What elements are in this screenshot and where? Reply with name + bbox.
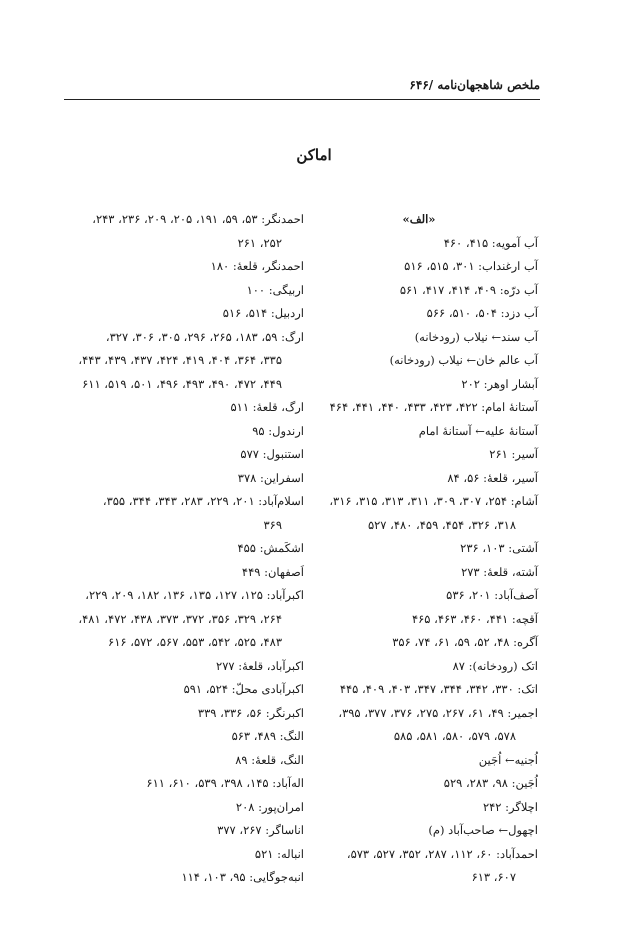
letter-heading: «الف» bbox=[402, 212, 436, 226]
index-entry: النگ، قلعهٔ: ۸۹ bbox=[235, 752, 304, 767]
index-entry: امران‌پور: ۲۰۸ bbox=[235, 799, 304, 814]
index-entry: اکبرآبادی محلّ: ۵۲۴، ۵۹۱ bbox=[183, 682, 304, 696]
index-entry: آب ارغنداب: ۳۰۱، ۵۱۵، ۵۱۶ bbox=[404, 259, 538, 273]
index-entry: آب آمویه: ۴۱۵، ۴۶۰ bbox=[443, 235, 538, 250]
index-entries-left bbox=[60, 208, 304, 890]
index-column-right bbox=[300, 208, 538, 890]
index-entry: آقچه: ۴۴۱، ۴۶۰، ۴۶۳، ۴۶۵ bbox=[411, 611, 538, 626]
index-entry: آب عالم خان← نیلاب (رودخانه) bbox=[389, 353, 538, 367]
index-entry: اله‌آباد: ۱۴۵، ۳۹۸، ۵۳۹، ۶۱۰، ۶۱۱ bbox=[146, 776, 304, 790]
index-entry: انبه‌جوگایی: ۹۵، ۱۰۳، ۱۱۴ bbox=[181, 870, 304, 884]
index-entry: آشتی: ۱۰۳، ۲۳۶ bbox=[460, 541, 538, 555]
index-entry-continuation: ۲۶۴، ۳۲۹، ۳۵۶، ۳۷۲، ۳۷۳، ۴۳۸، ۴۷۲، ۴۸۱، bbox=[78, 611, 282, 626]
index-entry: اسلام‌آباد: ۲۰۱، ۲۲۹، ۲۸۳، ۳۴۳، ۳۴۴، ۳۵۵، bbox=[102, 494, 304, 508]
index-entry: اجمیر: ۴۹، ۶۱، ۲۶۷، ۲۷۵، ۳۷۶، ۳۷۷، ۳۹۵، bbox=[338, 705, 538, 720]
index-entry: اکبرنگر: ۵۶، ۳۳۶، ۳۳۹ bbox=[197, 705, 304, 720]
index-entry-continuation: ۳۶۹ bbox=[263, 517, 282, 532]
index-entry: اُجَین: ۹۸، ۲۸۳، ۵۲۹ bbox=[443, 776, 538, 790]
index-entry: اربیگی: ۱۰۰ bbox=[246, 282, 304, 297]
index-entry: آب دزد: ۵۰۴، ۵۱۰، ۵۶۶ bbox=[426, 306, 538, 320]
index-entry: اتک: ۳۳۰، ۳۴۲، ۳۴۴، ۳۴۷، ۴۰۳، ۴۰۹، ۴۴۵ bbox=[339, 682, 538, 696]
index-entry: آبشار اوهر: ۲۰۲ bbox=[461, 376, 538, 391]
index-entry: اناساگر: ۲۶۷، ۳۷۷ bbox=[217, 823, 304, 837]
index-entry: ارگ، قلعهٔ: ۵۱۱ bbox=[230, 400, 304, 414]
index-entry-continuation: ۵۷۸، ۵۷۹، ۵۸۰، ۵۸۱، ۵۸۵ bbox=[393, 729, 516, 743]
index-entry-continuation: ۳۱۸، ۳۲۶، ۴۵۴، ۴۵۹، ۴۸۰، ۵۲۷ bbox=[367, 517, 516, 532]
index-entry: آستانهٔ علیه← آستانهٔ امام bbox=[418, 423, 538, 438]
index-entry-continuation: ۴۴۹، ۴۷۲، ۴۹۰، ۴۹۳، ۴۹۶، ۵۰۱، ۵۱۹، ۶۱۱ bbox=[82, 376, 282, 391]
index-entry: ارندول: ۹۵ bbox=[252, 423, 304, 438]
index-entry: آب سند← نیلاب (رودخانه) bbox=[414, 329, 538, 344]
index-entry: آستانهٔ امام: ۴۲۲، ۴۲۳، ۴۳۳، ۴۴۰، ۴۴۱، ۴۶۴ bbox=[329, 400, 538, 414]
header-rule bbox=[64, 99, 540, 100]
index-entry: اَصفهان: ۴۴۹ bbox=[241, 564, 304, 579]
index-entry: استنبول: ۵۷۷ bbox=[240, 447, 304, 461]
index-entry-continuation: ۳۳۵، ۳۶۴، ۴۰۴، ۴۱۹، ۴۲۴، ۴۳۷، ۴۳۹، ۴۴۳، bbox=[78, 353, 282, 367]
index-entry: انباله: ۵۲۱ bbox=[254, 846, 304, 861]
running-head: ملخص شاهجهان‌نامه /۶۴۶ bbox=[409, 78, 540, 92]
index-entry: آب درّه: ۴۰۹، ۴۱۴، ۴۱۷، ۵۶۱ bbox=[399, 282, 538, 297]
index-entry: احمدنگر، قلعهٔ: ۱۸۰ bbox=[210, 259, 304, 273]
index-entry: اردبیل: ۵۱۴، ۵۱۶ bbox=[222, 306, 304, 320]
index-entry-continuation: ۲۵۲، ۲۶۱ bbox=[237, 235, 282, 250]
index-entry: اسفراین: ۳۷۸ bbox=[237, 470, 304, 485]
index-entry: آصف‌آباد: ۲۰۱، ۵۳۶ bbox=[446, 588, 538, 602]
index-entry: آشام: ۲۵۴، ۳۰۷، ۳۰۹، ۳۱۱، ۳۱۳، ۳۱۵، ۳۱۶، bbox=[329, 494, 538, 508]
index-entries-right bbox=[300, 232, 538, 890]
index-column-left bbox=[60, 208, 304, 890]
index-entry: آگره: ۴۸، ۵۲، ۵۹، ۶۱، ۷۴، ۳۵۶ bbox=[392, 635, 538, 649]
index-entry: اشکَمش: ۴۵۵ bbox=[237, 541, 304, 555]
index-entry: اچلاگر: ۲۴۲ bbox=[482, 799, 538, 814]
index-entry: ارگ: ۵۹، ۱۸۳، ۲۶۵، ۲۹۶، ۳۰۵، ۳۰۶، ۳۲۷، bbox=[105, 329, 304, 344]
section-title: اماکن bbox=[296, 146, 332, 164]
index-entry: اکبرآباد: ۱۲۵، ۱۲۷، ۱۳۵، ۱۳۶، ۱۸۲، ۲۰۹، ۲۲۹، bbox=[85, 588, 304, 602]
index-entry: آسیر، قلعهٔ: ۵۶، ۸۴ bbox=[447, 470, 538, 485]
index-entry: النگ: ۴۸۹، ۵۶۳ bbox=[231, 729, 304, 743]
index-entry-continuation: ۶۰۷، ۶۱۳ bbox=[471, 870, 516, 884]
index-entry: اُجنیه← اُجَین bbox=[478, 752, 538, 767]
index-entry-continuation: ۴۸۳، ۵۲۵، ۵۴۲، ۵۵۳، ۵۶۷، ۵۷۲، ۶۱۶ bbox=[108, 635, 282, 649]
index-entry: احمدنگر: ۵۳، ۵۹، ۱۹۱، ۲۰۵، ۲۰۹، ۲۳۶، ۲۴۳، bbox=[92, 212, 304, 226]
index-entry: اتک (رودخانه): ۸۷ bbox=[452, 658, 538, 673]
index-entry: آسیر: ۲۶۱ bbox=[489, 447, 538, 461]
index-entry: آشته، قلعهٔ: ۲۷۳ bbox=[461, 564, 538, 579]
index-entry: اچهول← صاحب‌آباد (م) bbox=[428, 823, 538, 837]
index-entry: اکبرآباد، قلعهٔ: ۲۷۷ bbox=[216, 658, 304, 673]
index-entry: احمدآباد: ۶۰، ۱۱۲، ۲۸۷، ۳۵۲، ۵۲۷، ۵۷۳، bbox=[346, 846, 538, 861]
